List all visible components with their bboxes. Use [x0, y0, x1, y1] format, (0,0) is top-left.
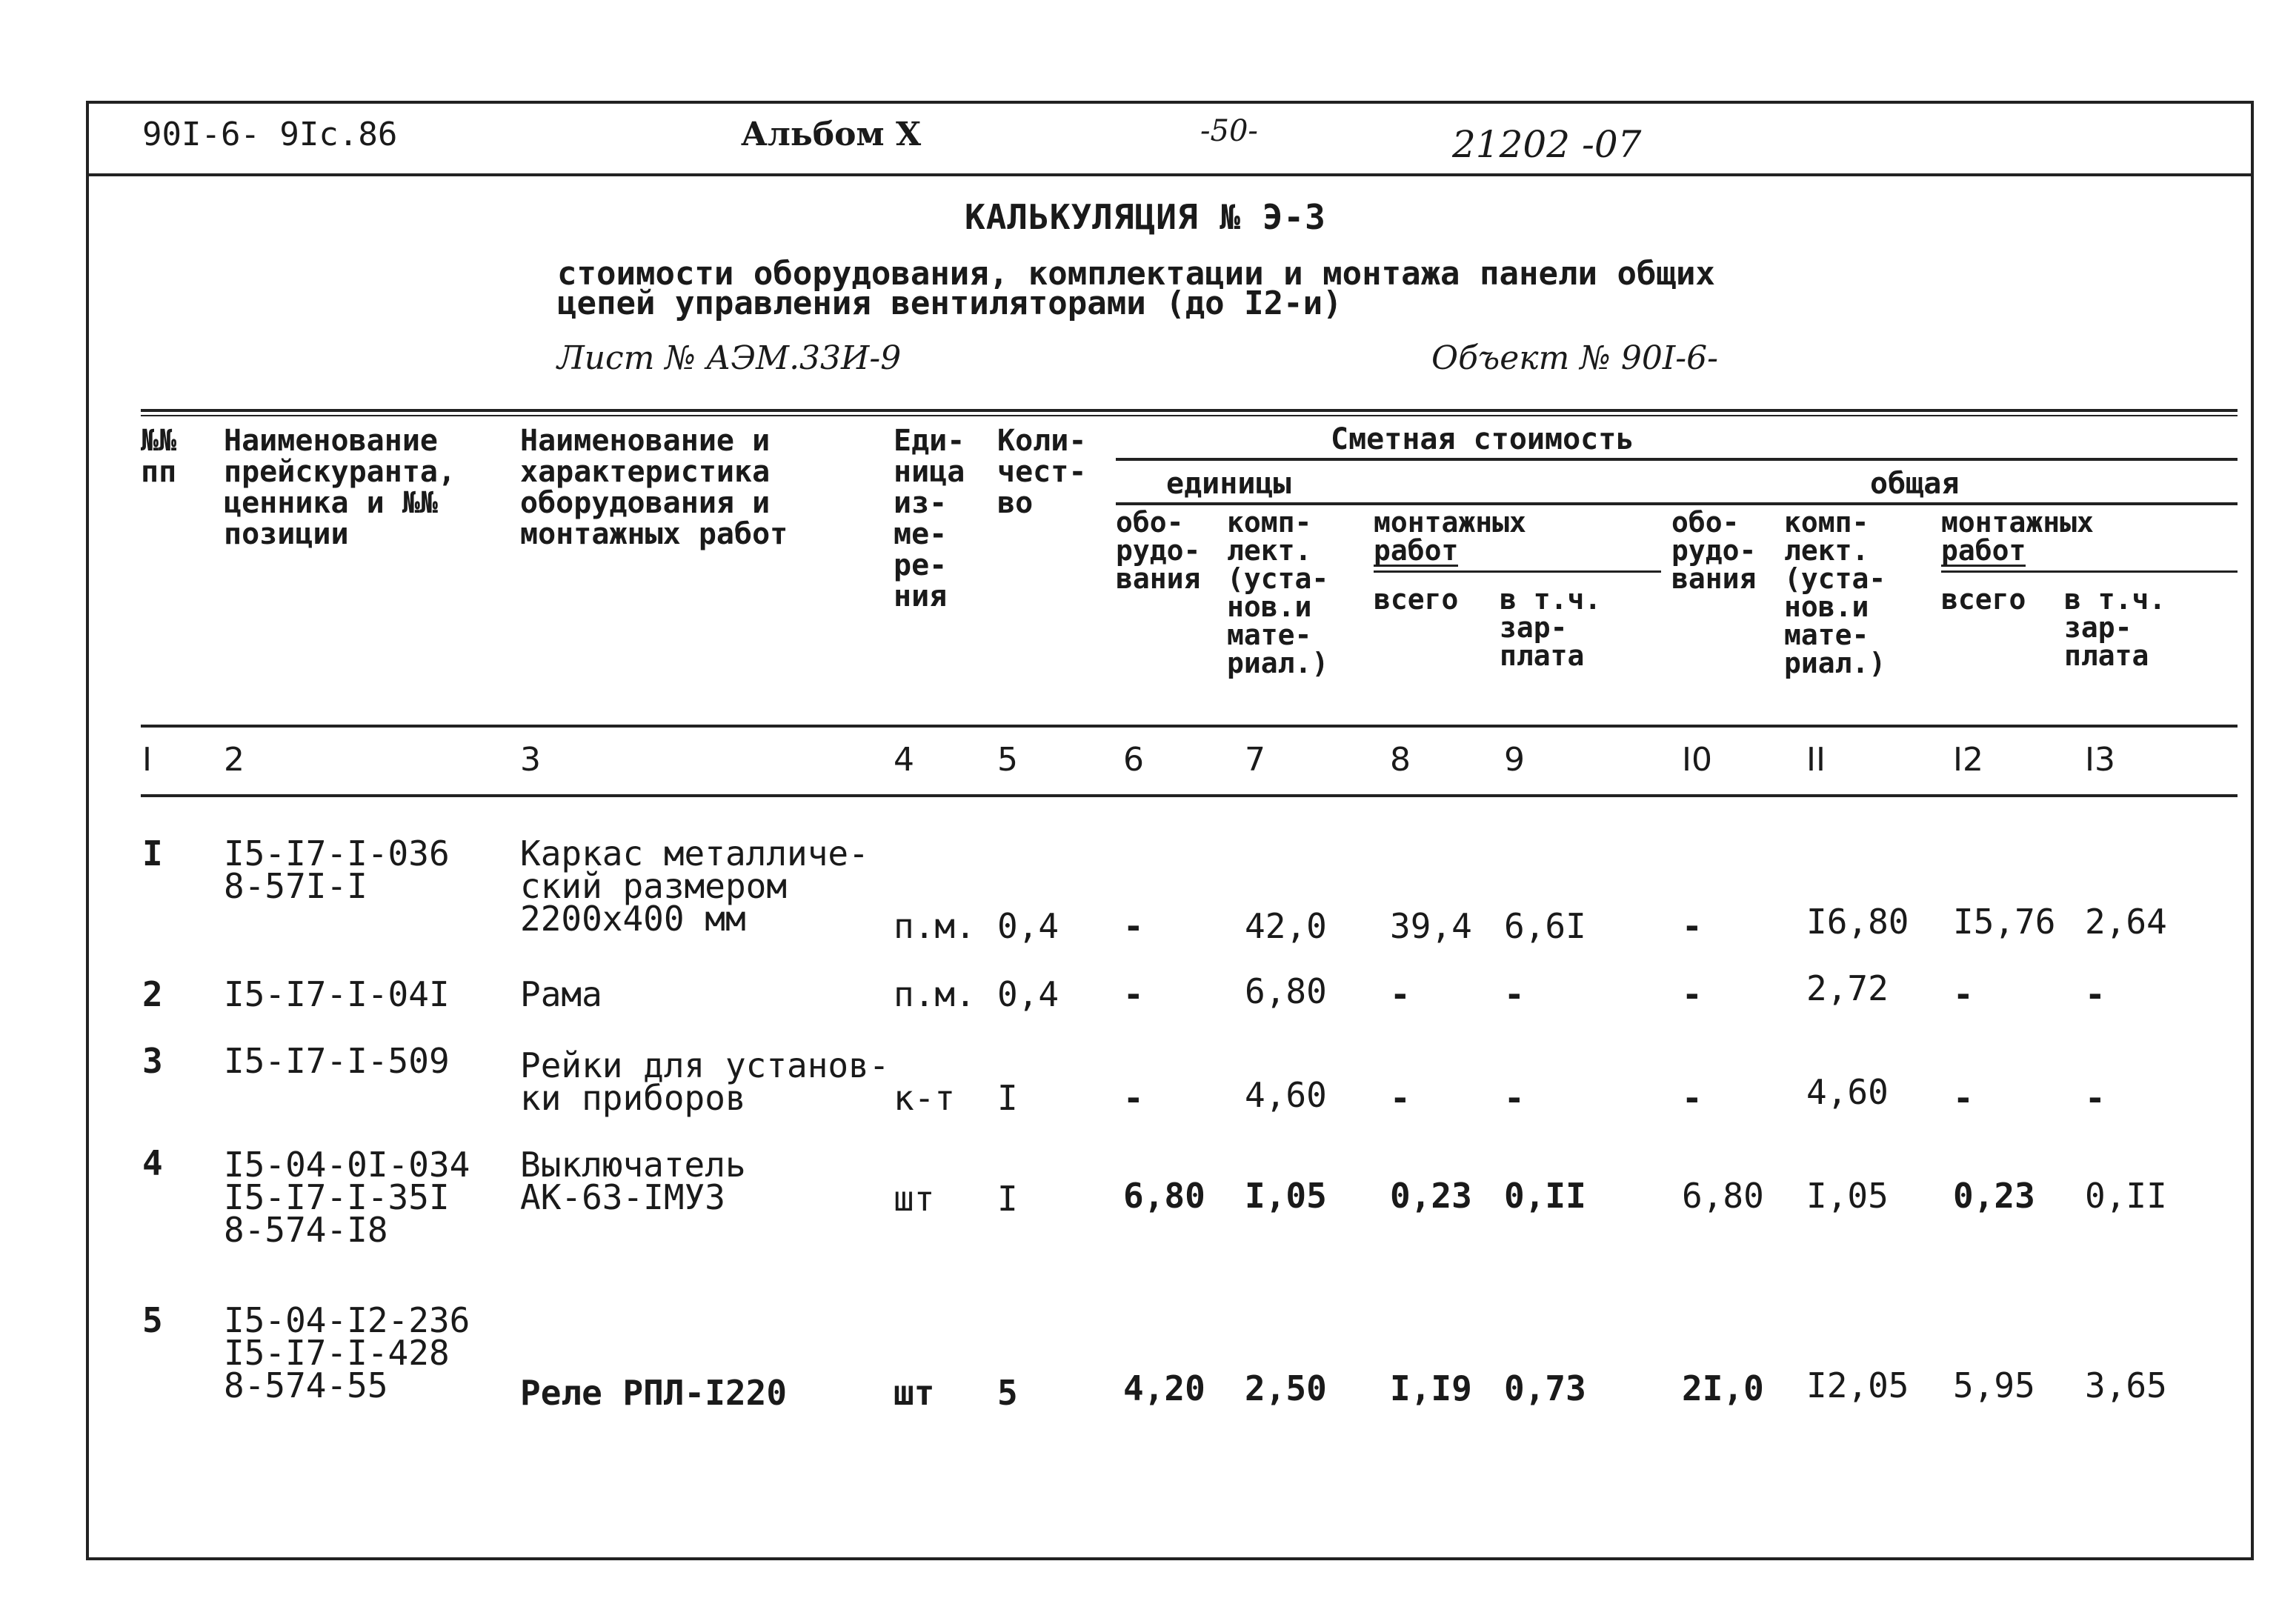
row-number: 5: [142, 1300, 163, 1340]
colnum-9: 9: [1504, 741, 1525, 779]
header-unit-group: единицы: [1166, 467, 1291, 501]
album-label: Альбом X: [741, 116, 922, 153]
header-group-estimate: Сметная стоимость: [1331, 422, 1634, 456]
value-col10: 2I,0: [1682, 1368, 1764, 1408]
quantity: 0,4: [997, 906, 1059, 946]
header-mount-total: монтажных работ: [1941, 506, 2094, 567]
header-col6: обо- рудо- вания: [1116, 506, 1201, 595]
value-col9: 6,6I: [1504, 906, 1586, 946]
stamp-divider: [89, 173, 2251, 176]
unit: к-т: [894, 1078, 956, 1118]
header-col8: всего: [1374, 583, 1459, 616]
header-col10: обо- рудо- вания: [1671, 506, 1757, 595]
value-col12: I5,76: [1953, 902, 2056, 942]
project-code: 90I-6- 9Ic.86: [142, 116, 398, 153]
doc-number: 21202 -07: [1452, 123, 1642, 166]
value-col8: I,I9: [1390, 1368, 1472, 1408]
value-col6: 4,20: [1123, 1368, 1205, 1408]
colnum-3: 3: [520, 741, 541, 779]
object-reference: Объект № 90I-6-: [1431, 339, 1718, 377]
item-name: Каркас металличе- ский размером 2200х400 мм: [520, 833, 869, 939]
colnum-12: I2: [1953, 741, 1983, 779]
colnum-rule: [141, 794, 2238, 797]
price-codes: I5-I7-I-036 8-57I-I: [224, 833, 450, 906]
value-col11: I,05: [1806, 1176, 1889, 1216]
value-col13: 3,65: [2085, 1365, 2167, 1405]
value-col6: 6,80: [1123, 1176, 1205, 1216]
value-col6: -: [1123, 906, 1144, 946]
value-col7: 42,0: [1245, 906, 1327, 946]
unit: шт: [894, 1373, 935, 1413]
value-col6: -: [1123, 1078, 1144, 1118]
document-subtitle-line2: цепей управления вентиляторами (до I2-и): [557, 284, 1343, 322]
quantity: I: [997, 1179, 1018, 1219]
price-codes: I5-04-0I-034 I5-I7-I-35I 8-574-I8: [224, 1145, 470, 1250]
price-codes: I5-I7-I-509: [224, 1041, 450, 1081]
row-number: 4: [142, 1143, 163, 1183]
value-col8: 0,23: [1390, 1176, 1472, 1216]
value-col7: 4,60: [1245, 1075, 1327, 1115]
header-col12: всего: [1941, 583, 2026, 616]
sheet-reference: Лист № АЭМ.33И-9: [557, 339, 902, 377]
header-col7: комп- лект. (уста- нов.и мате- риал.): [1227, 506, 1329, 679]
header-col1: №№ пп: [141, 424, 177, 489]
mount-unit-rule: [1374, 570, 1661, 573]
table-top-rule-2: [141, 415, 2238, 416]
value-col8: -: [1390, 1078, 1411, 1118]
document-title: КАЛЬКУЛЯЦИЯ № Э-3: [965, 197, 1326, 237]
value-col12: -: [1953, 974, 1974, 1014]
header-col3: Наименование и характеристика оборудования и монтажных работ: [520, 424, 788, 551]
value-col9: 0,II: [1504, 1176, 1586, 1216]
header-col11: комп- лект. (уста- нов.и мате- риал.): [1784, 506, 1886, 679]
header-mount-unit: монтажных работ: [1374, 506, 1526, 567]
colnum-11: II: [1806, 741, 1826, 779]
colnum-5: 5: [997, 741, 1018, 779]
value-col11: 4,60: [1806, 1072, 1889, 1112]
value-col10: -: [1682, 974, 1703, 1014]
price-codes: I5-I7-I-04I: [224, 974, 450, 1014]
value-col11: 2,72: [1806, 968, 1889, 1008]
item-name: Рама: [520, 974, 602, 1014]
colnum-6: 6: [1123, 741, 1144, 779]
colnum-7: 7: [1245, 741, 1265, 779]
value-col12: 5,95: [1953, 1365, 2035, 1405]
quantity: 5: [997, 1373, 1018, 1413]
value-col9: 0,73: [1504, 1368, 1586, 1408]
value-col12: 0,23: [1953, 1176, 2035, 1216]
header-bottom-rule: [141, 725, 2238, 728]
header-col2: Наименование прейскуранта, ценника и №№ позиции: [224, 424, 456, 551]
item-name: Рейки для установ- ки приборов: [520, 1045, 890, 1118]
item-name: Реле РПЛ-I220: [520, 1373, 788, 1413]
colnum-8: 8: [1390, 741, 1411, 779]
quantity: I: [997, 1078, 1018, 1118]
header-col9: в т.ч. зар- плата: [1500, 583, 1602, 672]
colnum-2: 2: [224, 741, 244, 779]
price-codes: I5-04-I2-236 I5-I7-I-428 8-574-55: [224, 1300, 470, 1405]
colnum-13: I3: [2085, 741, 2115, 779]
row-number: I: [142, 833, 163, 873]
header-total-group: общая: [1870, 467, 1960, 501]
page-number: -50-: [1200, 114, 1258, 148]
value-col9: -: [1504, 1078, 1525, 1118]
header-col13: в т.ч. зар- плата: [2064, 583, 2166, 672]
quantity: 0,4: [997, 974, 1059, 1014]
value-col10: -: [1682, 906, 1703, 946]
value-col7: 6,80: [1245, 971, 1327, 1011]
value-col10: 6,80: [1682, 1176, 1764, 1216]
value-col6: -: [1123, 974, 1144, 1014]
value-col10: -: [1682, 1078, 1703, 1118]
value-col13: -: [2085, 1078, 2106, 1118]
value-col8: -: [1390, 974, 1411, 1014]
unit: шт: [894, 1179, 935, 1219]
group-rule: [1116, 458, 2238, 461]
value-col11: I2,05: [1806, 1365, 1909, 1405]
value-col13: 2,64: [2085, 902, 2167, 942]
header-col5: Коли- чест- во: [997, 424, 1087, 520]
value-col7: 2,50: [1245, 1368, 1327, 1408]
subgroup-rule: [1116, 502, 2238, 505]
value-col13: 0,II: [2085, 1176, 2167, 1216]
row-number: 3: [142, 1041, 163, 1081]
value-col12: -: [1953, 1078, 1974, 1118]
header-col4: Еди- ница из- ме- ре- ния: [894, 424, 965, 613]
table-top-rule: [141, 409, 2238, 412]
value-col11: I6,80: [1806, 902, 1909, 942]
colnum-1: I: [142, 741, 152, 779]
colnum-4: 4: [894, 741, 914, 779]
unit: п.м.: [894, 906, 976, 946]
value-col7: I,05: [1245, 1176, 1327, 1216]
row-number: 2: [142, 974, 163, 1014]
document-sheet: [86, 101, 2254, 1560]
mount-total-rule: [1941, 570, 2238, 573]
value-col8: 39,4: [1390, 906, 1472, 946]
unit: п.м.: [894, 974, 976, 1014]
document-subtitle-line1: стоимости оборудования, комплектации и монтажа панели общих: [557, 255, 1715, 293]
value-col9: -: [1504, 974, 1525, 1014]
value-col13: -: [2085, 974, 2106, 1014]
item-name: Выключатель АК-63-IМУЗ: [520, 1145, 746, 1217]
colnum-10: I0: [1682, 741, 1712, 779]
